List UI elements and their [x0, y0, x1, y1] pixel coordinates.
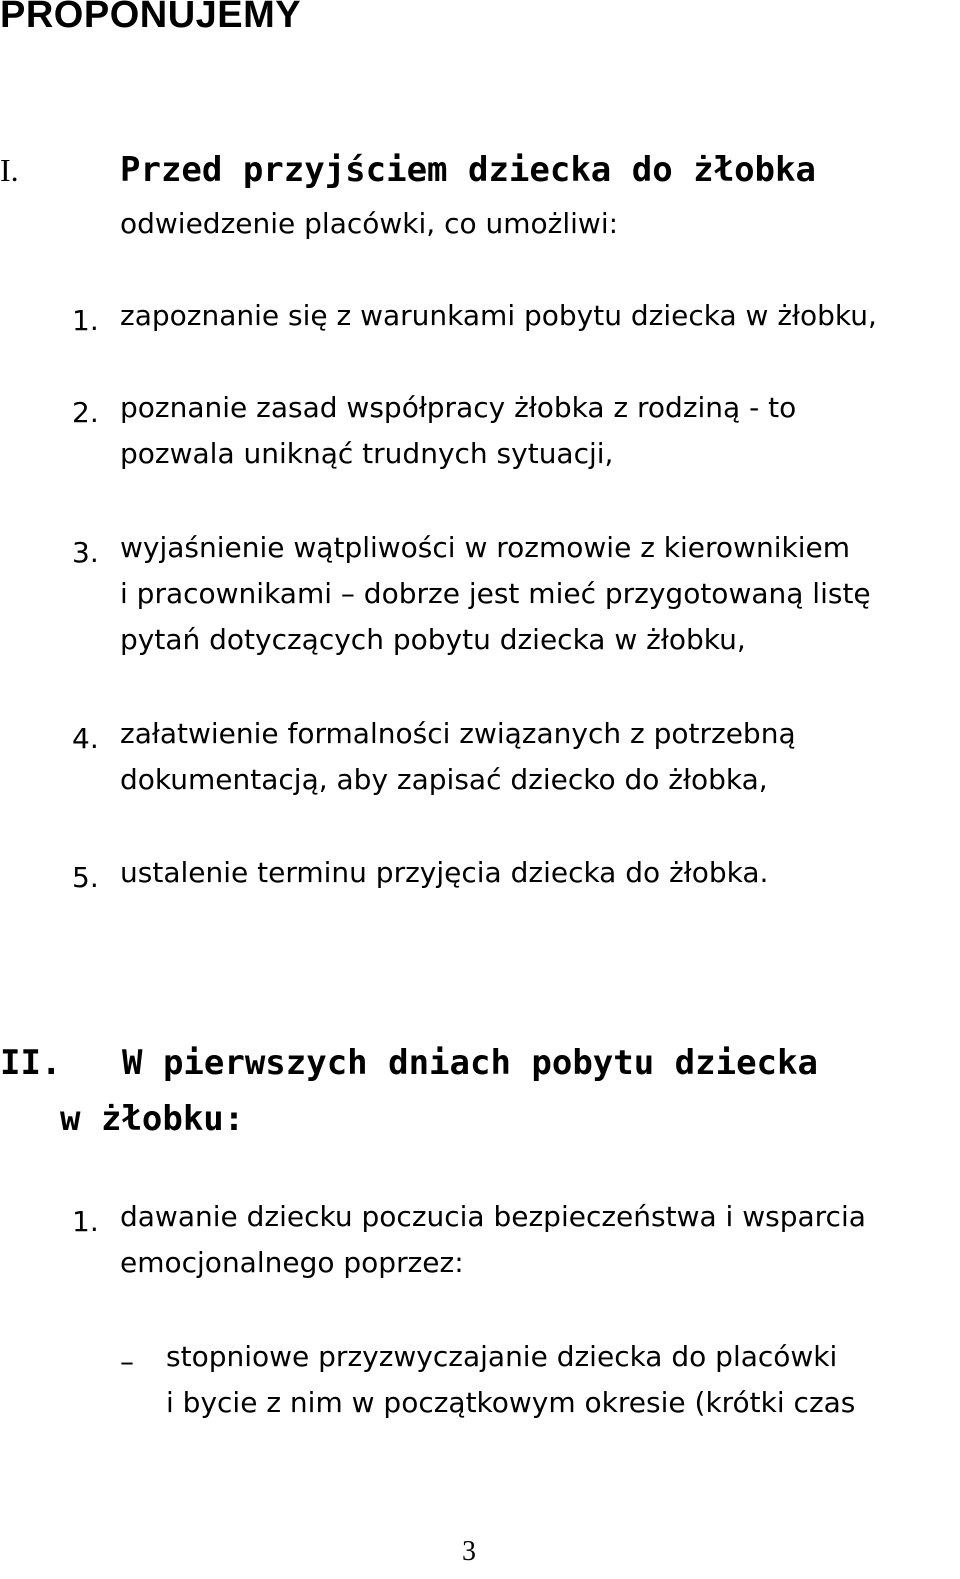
list-item-line: poznanie zasad współpracy żłobka z rodziną - to	[120, 391, 797, 424]
list-item-line: wyjaśnienie wątpliwości w rozmowie z kierownikiem	[120, 531, 850, 564]
section-1-intro: odwiedzenie placówki, co umożliwi:	[120, 207, 619, 240]
list-item	[120, 1194, 866, 1286]
list-item-line: pytań dotyczących pobytu dziecka w żłobku,	[120, 623, 746, 656]
list-item-line: pozwala uniknąć trudnych sytuacji,	[120, 437, 614, 470]
list-item-number: 1.	[72, 1205, 99, 1238]
list-item-number: 2.	[72, 396, 99, 429]
bullet-item	[166, 1334, 855, 1426]
list-item	[120, 711, 796, 803]
list-item	[120, 385, 796, 477]
section-2-heading-continued: w żłobku:	[60, 1099, 245, 1139]
list-item-number: 1.	[72, 304, 99, 337]
list-item	[120, 850, 768, 896]
section-1-numeral: I.	[0, 152, 19, 188]
list-item-number: 4.	[72, 722, 99, 755]
list-item-line: i pracownikami – dobrze jest mieć przygotowaną listę	[120, 577, 871, 610]
section-2-numeral: II.	[0, 1043, 62, 1083]
bullet-item-line: stopniowe przyzwyczajanie dziecka do placówki	[166, 1340, 838, 1373]
section-1-heading: Przed przyjściem dziecka do żłobka	[120, 150, 816, 190]
page-number: 3	[462, 1536, 476, 1567]
list-item-line: załatwienie formalności związanych z potrzebną	[120, 717, 796, 750]
bullet-item-line: i bycie z nim w początkowym okresie (krótki czas	[166, 1386, 856, 1419]
section-2-heading: W pierwszych dniach pobytu dziecka	[122, 1043, 818, 1083]
list-item-line: zapoznanie się z warunkami pobytu dziecka w żłobku,	[120, 299, 877, 332]
page-title: PROPONUJEMY	[0, 0, 302, 36]
list-item-line: ustalenie terminu przyjęcia dziecka do żłobka.	[120, 856, 769, 889]
list-item	[120, 525, 871, 663]
list-item-line: dawanie dziecku poczucia bezpieczeństwa i wsparcia	[120, 1200, 866, 1233]
list-item-line: emocjonalnego poprzez:	[120, 1246, 464, 1279]
list-item-number: 5.	[72, 861, 99, 894]
list-item	[120, 293, 877, 339]
list-item-number: 3.	[72, 536, 99, 569]
bullet-dash: –	[120, 1345, 134, 1378]
list-item-line: dokumentacją, aby zapisać dziecko do żłobka,	[120, 763, 768, 796]
